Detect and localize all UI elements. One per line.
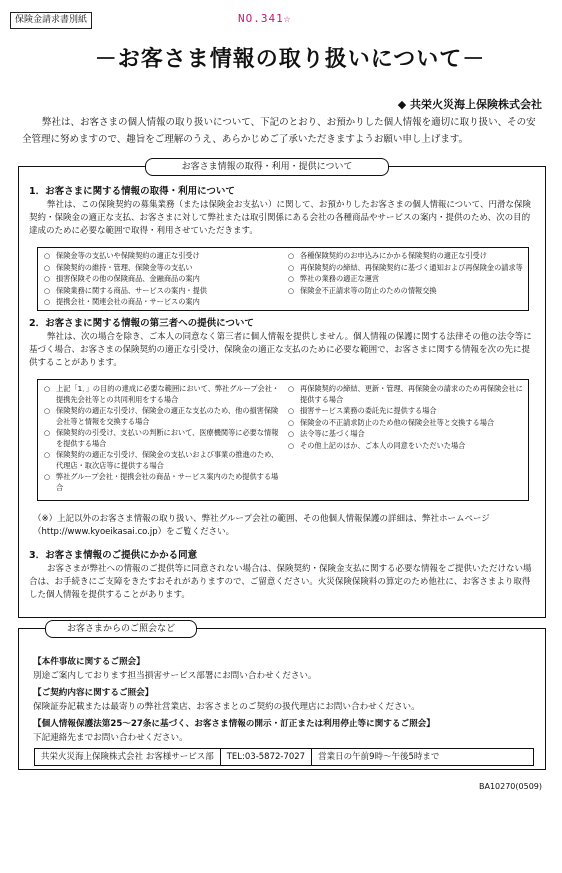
inquiry-accident-text: 別途ご案内しております担当損害サービス部署にお問い合わせください。 <box>33 671 317 681</box>
list-item: ○ 保険業務に関する商品、サービスの案内・提供 <box>43 285 207 295</box>
list-item: ○ 損害サービス業務の委託先に提供する場合 <box>287 406 437 415</box>
list-item: ○ 保険契約の適正な引受け、保険金の適正な支払のため、他の損害保険会社等と情報を交換する場合 <box>43 406 279 426</box>
contact-phone: TEL:03-5872-7027 <box>221 749 312 765</box>
form-code: BA10270(0509) <box>478 782 542 791</box>
inquiry-contract-heading: 【ご契約内容に関するご照会】 <box>33 688 154 698</box>
contact-hours: 営業日の午前9時〜午後5時まで <box>318 752 440 762</box>
list-item: ○ 保険契約の引受け、支払いの判断において、医療機関等に必要な情報を提供する場合 <box>43 428 279 448</box>
list-item: ○ 再保険契約の締結、再保険契約に基づく通知および再保険金の請求等 <box>287 262 523 272</box>
page-title: －お客さま情報の取り扱いについて－ <box>94 46 486 72</box>
section2-note: （※）上記以外のお客さま情報の取り扱い、弊社グループ会社の範囲、その他個人情報保護の詳細は、弊社ホームページ（http://www.kyoeikasai.co.jp）をご覧ください。 <box>33 514 490 537</box>
section3-heading: 3．お客さま情報のご提供にかかる同意 <box>29 550 198 561</box>
list-item: ○ 保険金不正請求等の防止のための情報交換 <box>287 285 437 295</box>
contact-department: 共栄火災海上保険株式会社 お客様サービス部 <box>35 749 221 765</box>
section2-text: 弊社は、次の場合を除き、ご本人の同意なく第三者に個人情報を提供しません。個人情報の保護に関する法律その他の法令等に基づく場合、お客さまの保険契約の適正な引受け、保険金の適正な支払のために必要な範囲で、お客さまに関する情報を次の先に提供することがあります。 <box>29 332 532 368</box>
form-tag: 保険金請求書別紙 <box>10 12 92 29</box>
info-handling-heading: お客さま情報の取得・利用・提供について <box>145 158 389 176</box>
inquiry-accident-heading: 【本件事故に関するご照会】 <box>33 657 145 667</box>
document-number: NO.341☆ <box>238 12 292 25</box>
list-item: ○ 再保険契約の締結、更新・管理、再保険金の請求のため再保険会社に提供する場合 <box>287 384 523 404</box>
list-item: ○ 保険金の不正請求防止のため他の保険会社等と交換する場合 <box>287 417 495 427</box>
list-item: ○ 上記「1．」の目的の達成に必要な範囲において、弊社グループ会社・提携先会社等との共同利用をする場合 <box>43 384 280 404</box>
list-item: ○ その他上記のほか、ご本人の同意をいただいた場合 <box>287 440 466 450</box>
list-item: ○ 保険金等の支払いや保険契約の適正な引受け <box>43 251 200 260</box>
company-name: ◆ 共栄火災海上保険株式会社 <box>397 98 542 111</box>
list-item: ○ 保険契約の適正な引受け、保険金の支払いおよび事業の推進のため、代理店・取次店等に提供する場合 <box>43 450 279 470</box>
section2-provision-list <box>37 379 529 501</box>
inquiry-heading: お客さまからのご照会など <box>45 620 197 638</box>
section1-text: 弊社は、この保険契約の募集業務（または保険金お支払い）に関して、お預かりしたお客さまの個人情報について、円滑な保険契約・保険金の適正な支払、お客さまに対して弊社または取引関係にある会社の各種商品やサービスの案内・提供のため、次の目的達成のために必要な範囲で取得・利用させていただきます。 <box>29 200 531 236</box>
inquiry-privacy-heading: 【個人情報保護法第25～27条に基づく、お客さま情報の開示・訂正または利用停止等に関するご照会】 <box>33 719 435 729</box>
section2-heading: 2．お客さまに関する情報の第三者への提供について <box>29 318 254 329</box>
inquiry-privacy-text: 下記連絡先までお問い合わせください。 <box>33 733 188 743</box>
list-item: ○ 保険契約の維持・管理、保険金等の支払い <box>43 262 193 272</box>
list-item: ○ 弊社グループ会社・提携会社の商品・サービス案内のため提供する場合 <box>43 472 279 492</box>
section1-heading: 1．お客さまに関する情報の取得・利用について <box>29 186 235 197</box>
intro-text: 弊社は、お客さまの個人情報の取り扱いについて、下記のとおり、お預かりした個人情報を適切に取り扱い、その安全管理に努めますので、趣旨をご理解のうえ、あらかじめご了承いただきますようお願い申し上げます。 <box>22 117 536 145</box>
list-item: ○ 各種保険契約のお申込みにかかる保険契約の適正な引受け <box>287 251 487 260</box>
list-item: ○ 提携会社・関連会社の商品・サービスの案内 <box>43 297 200 306</box>
section1-purpose-list <box>37 247 529 311</box>
list-item: ○ 損害保険その他の保険商品、金融商品の案内 <box>43 274 200 283</box>
section3-text: お客さまが弊社への情報のご提供等に同意されない場合は、保険契約・保険金支払に関する必要な情報をご提供いただけない場合は、お手続きにご支障をきたすおそれがありますので、ご留意ください。火災保険保険料の算定のため他社に、お客さまより取得した個人情報を提供することがあります。 <box>29 564 532 600</box>
list-item: ○ 弊社の業務の適正な運営 <box>287 274 380 283</box>
contact-row <box>34 748 534 766</box>
inquiry-contract-text: 保険証券記載または最寄りの弊社営業店、お客さまとのご契約の扱代理店にお問い合わせください。 <box>33 702 420 712</box>
info-handling-box <box>18 166 546 618</box>
list-item: ○ 法令等に基づく場合 <box>287 429 365 438</box>
